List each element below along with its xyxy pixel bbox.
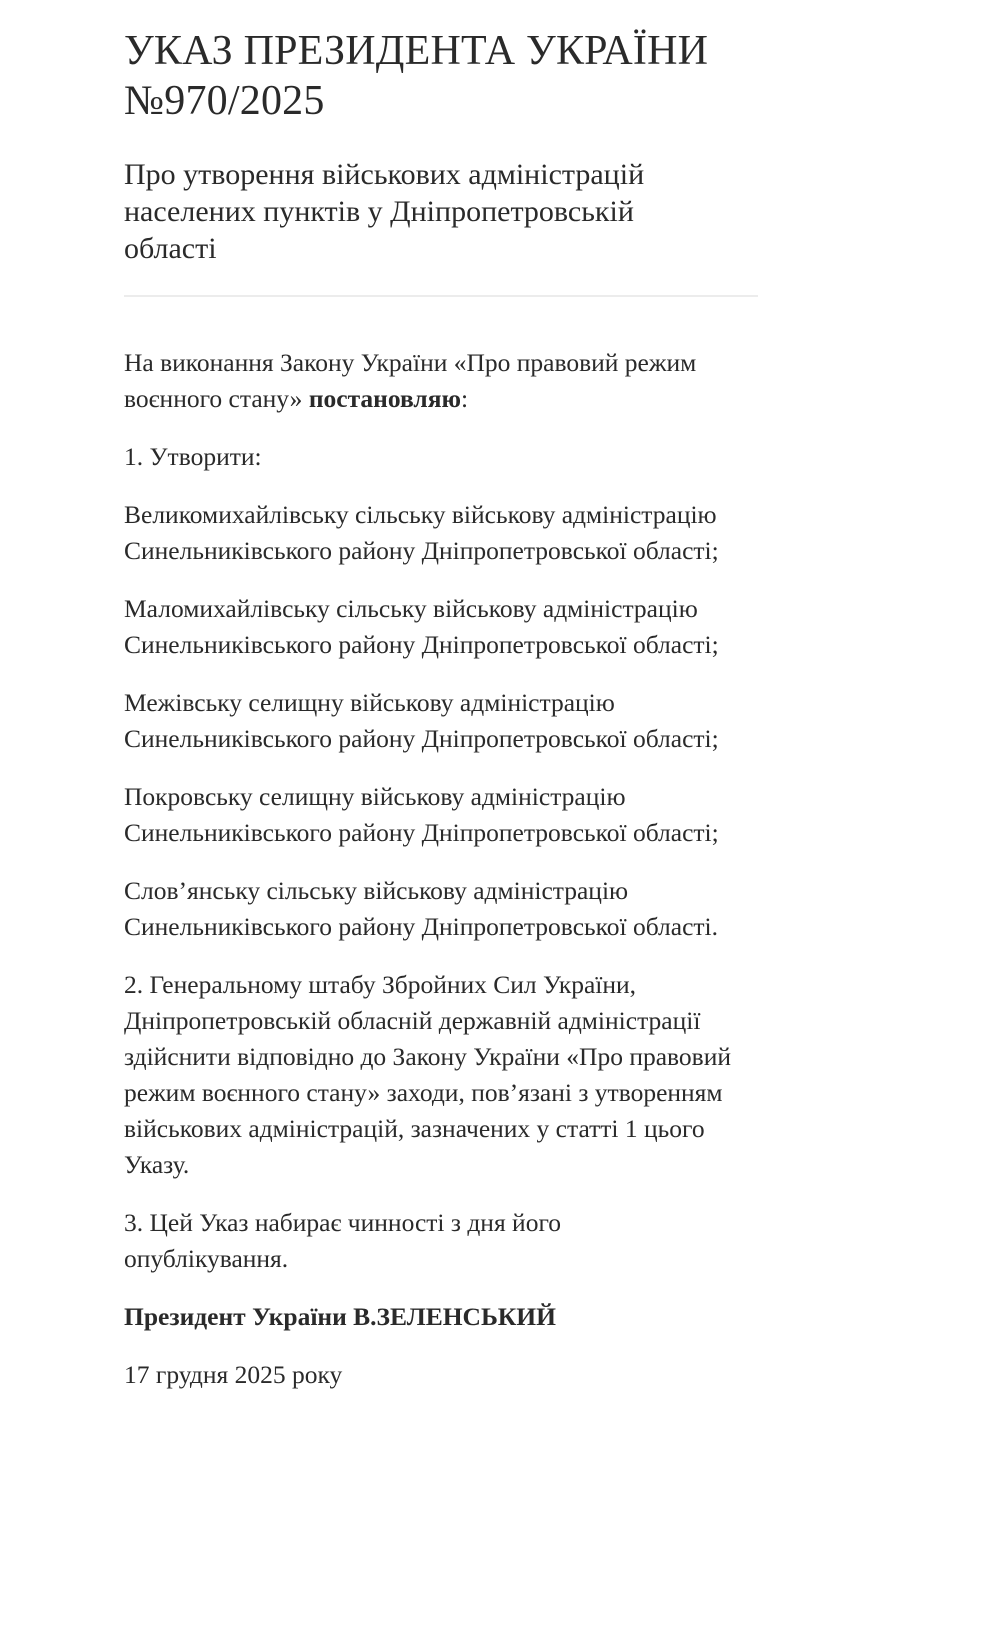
page-title xyxy=(124,26,764,126)
article-1-heading: 1. Утворити: xyxy=(124,442,262,471)
article-1-item: Слов’янську сільську військову адміністрацію Синельниківського району Дніпропетровської області. xyxy=(124,876,718,941)
article-1-item: Межівську селищну військову адміністрацію Синельниківського району Дніпропетровської області; xyxy=(124,688,719,753)
decree-body xyxy=(124,345,764,1393)
divider xyxy=(124,295,758,297)
preamble-suffix: : xyxy=(461,384,469,413)
preamble xyxy=(124,345,724,417)
article-1-item: Покровську селищну військову адміністрацію Синельниківського району Дніпропетровської області; xyxy=(124,782,719,847)
decree-date: 17 грудня 2025 року xyxy=(124,1360,343,1389)
preamble-text: На виконання Закону України «Про правовий режим воєнного стану» xyxy=(124,348,697,413)
article-2: 2. Генеральному штабу Збройних Сил України, Дніпропетровській обласній державній адміністрації здійснити відповідно до Закону України «Про правовий режим воєнного стану» заходи, пов’язані з утворенням військових адміністрацій, зазначених у статті 1 цього Указу. xyxy=(124,970,731,1179)
signature: Президент України В.ЗЕЛЕНСЬКИЙ xyxy=(124,1302,556,1331)
preamble-bold: постановляю xyxy=(308,384,461,413)
article-1-item: Маломихайлівську сільську військову адміністрацію Синельниківського району Дніпропетровської області; xyxy=(124,594,719,659)
article-3: 3. Цей Указ набирає чинності з дня його опублікування. xyxy=(124,1208,562,1273)
decree-number: №970/2025 xyxy=(124,78,325,124)
title-line-1: УКАЗ ПРЕЗИДЕНТА УКРАЇНИ xyxy=(124,28,709,74)
decree-document xyxy=(124,0,764,1415)
decree-subtitle: Про утворення військових адміністрацій населених пунктів у Дніпропетровській області xyxy=(124,158,645,265)
article-1-item: Великомихайлівську сільську військову адміністрацію Синельниківського району Дніпропетровської області; xyxy=(124,500,719,565)
